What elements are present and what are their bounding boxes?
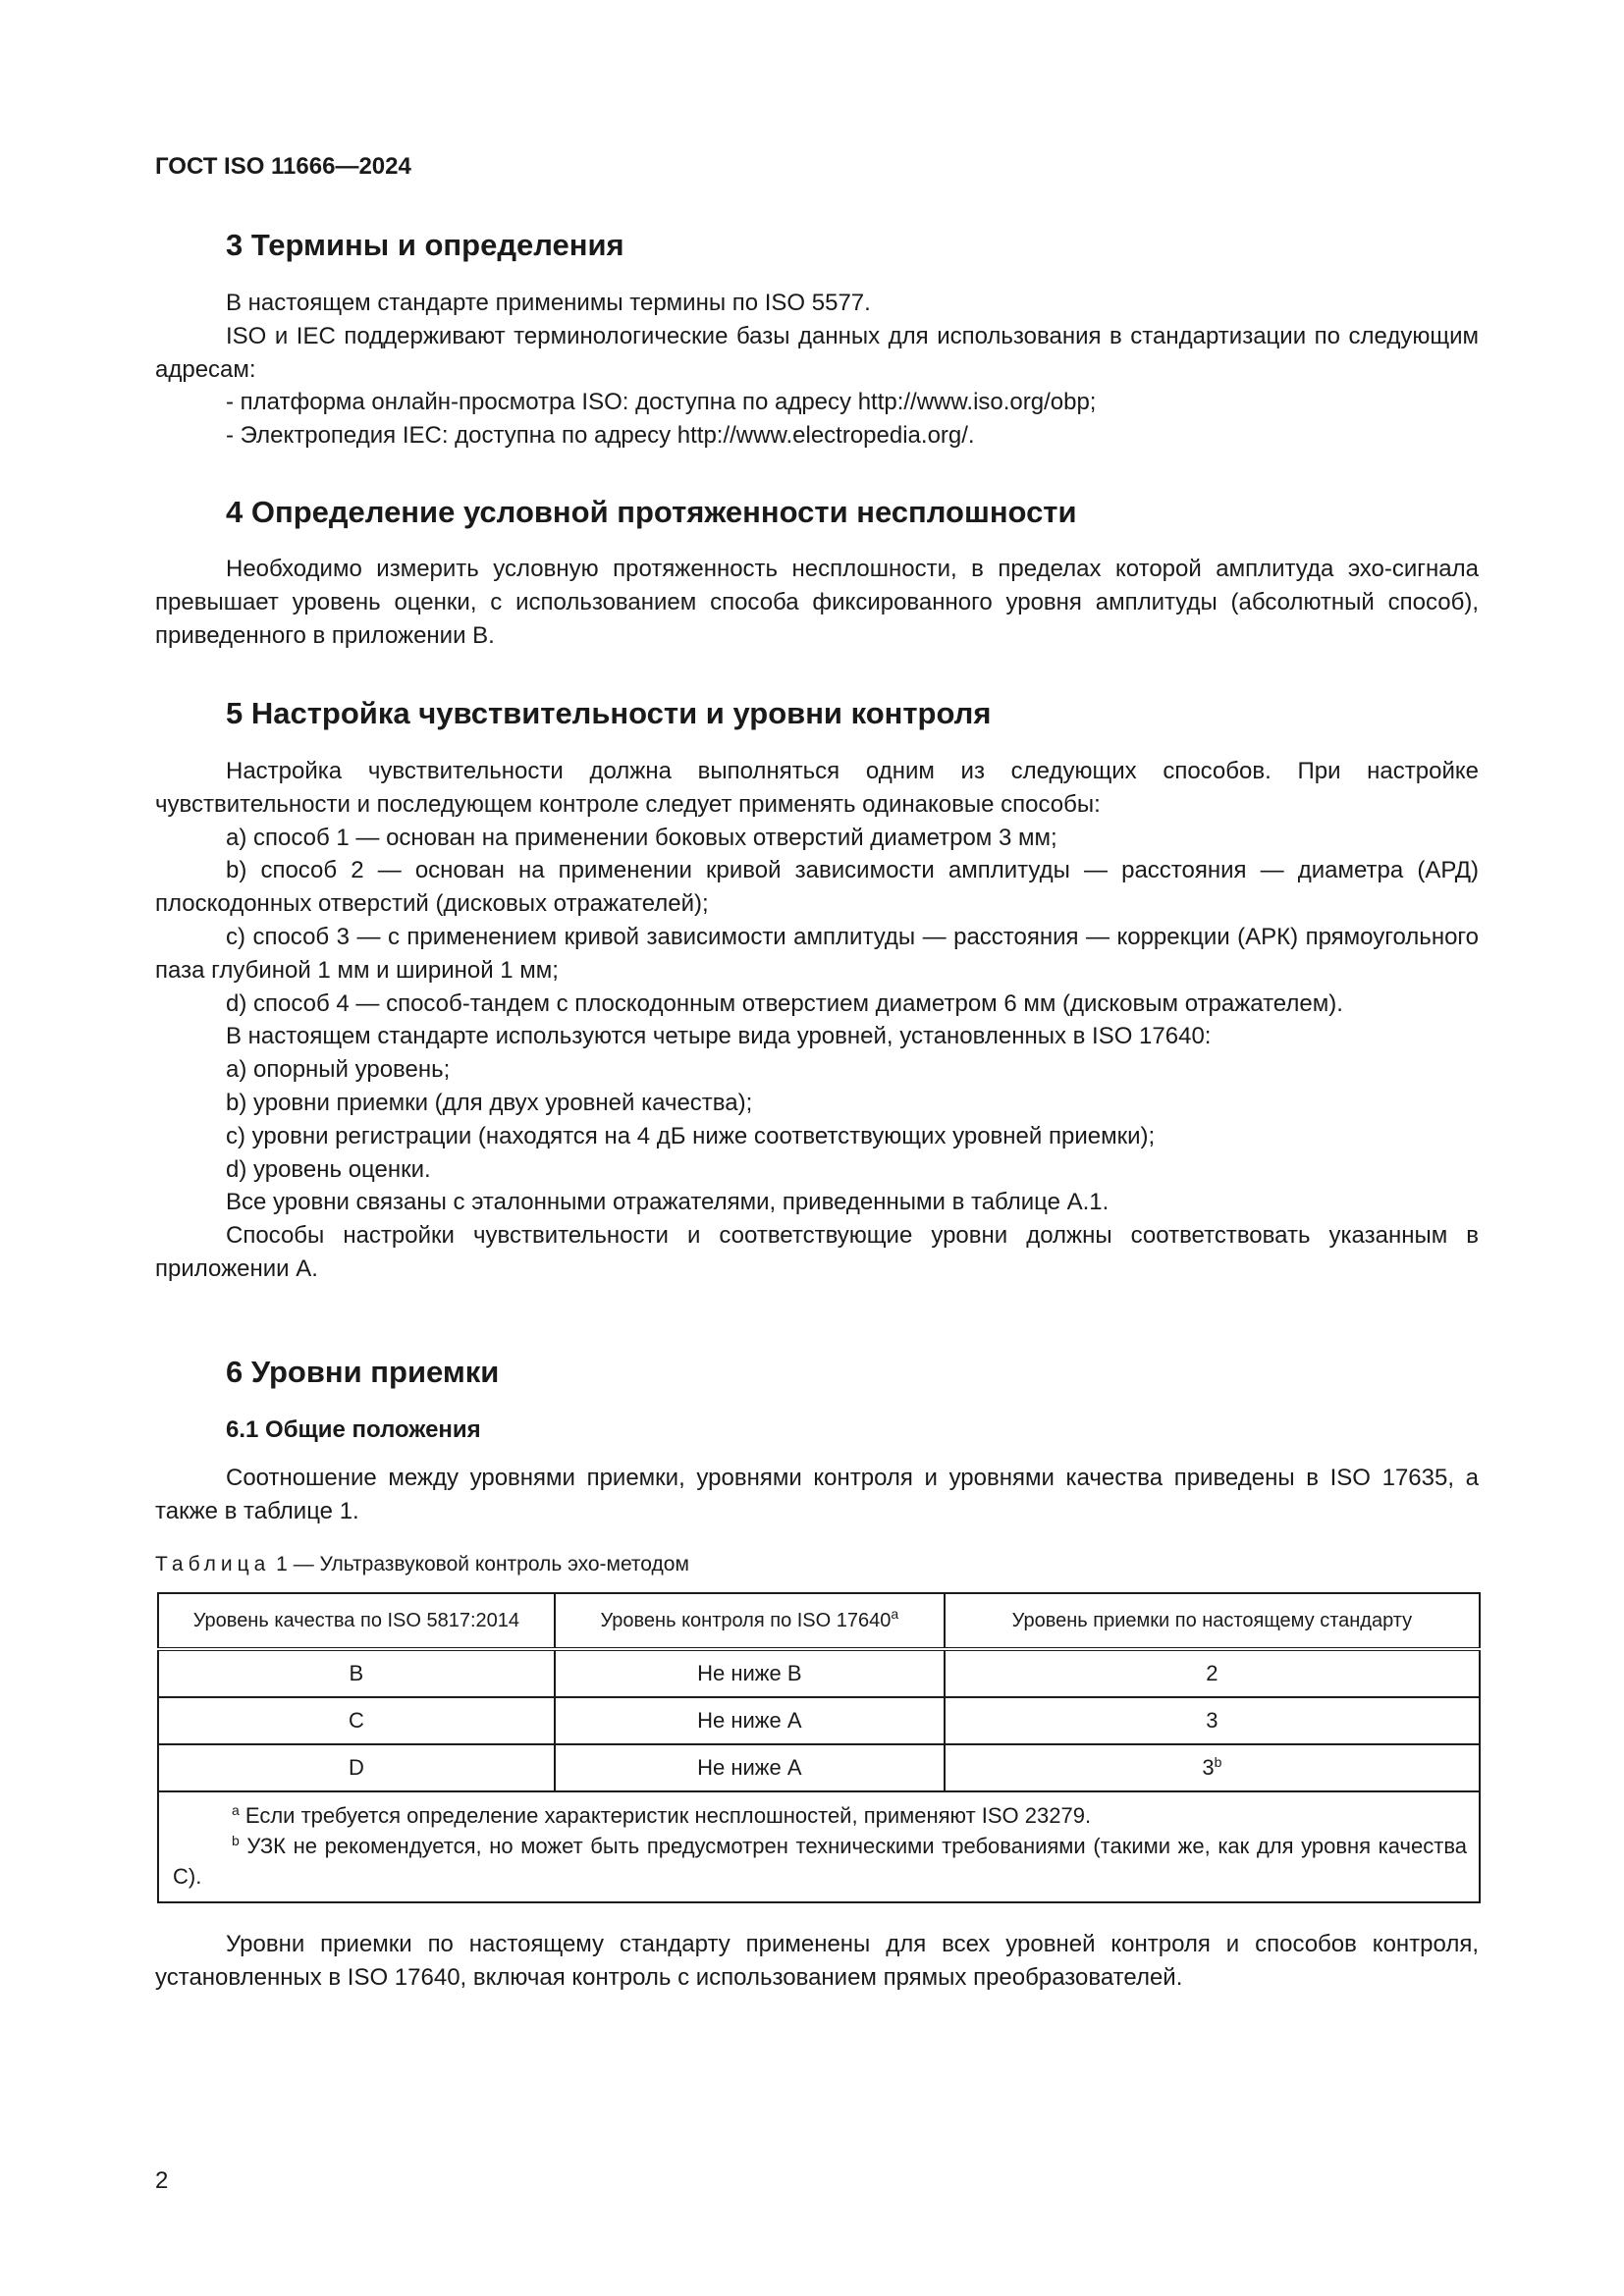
table-cell: Не ниже B [555, 1649, 945, 1697]
list-item: a) опорный уровень; [226, 1056, 451, 1084]
section-4-title: 4 Определение условной протяженности несплошности [226, 495, 1077, 529]
paragraph: В настоящем стандарте используются четыре вида уровней, установленных в ISO 17640: [226, 1023, 1212, 1050]
footnote-b [173, 1831, 1467, 1892]
table-cell: 2 [945, 1649, 1480, 1697]
caption-label: Таблица [155, 1553, 271, 1575]
footnote-text: Если требуется определение характеристик несплошностей, применяют ISO 23279. [239, 1803, 1092, 1828]
paragraph: Необходимо измерить условную протяженность несплошности, в пределах которой амплитуда эхо-сигнала превышает уровень оценки, с использованием способа фиксированного уровня амплитуды (абсолютный способ), приведенного в приложении В. [155, 556, 1479, 649]
document-header: ГОСТ ISO 11666—2024 [155, 153, 411, 180]
table-row [158, 1744, 1480, 1791]
acceptance-levels-table [157, 1592, 1481, 1903]
column-header: Уровень качества по ISO 5817:2014 [158, 1593, 555, 1649]
section-6-title: 6 Уровни приемки [226, 1355, 500, 1389]
section-6-closing [155, 1928, 1479, 1995]
footnote-mark: a [232, 1802, 240, 1818]
section-4-body [155, 553, 1479, 652]
table-cell: C [158, 1697, 555, 1744]
list-item: b) уровни приемки (для двух уровней качества); [226, 1089, 753, 1116]
page-number: 2 [155, 2167, 169, 2194]
paragraph: Соотношение между уровнями приемки, уровнями контроля и уровнями качества приведены в ISO 17635, а также в таблице 1. [155, 1465, 1479, 1524]
table-caption [155, 1553, 1479, 1576]
caption-text: 1 — Ультразвуковой контроль эхо-методом [270, 1553, 689, 1575]
cell-text: 3 [1202, 1755, 1215, 1780]
header-text: Уровень контроля по ISO 17640 [600, 1609, 892, 1631]
subsection-6-1-title: 6.1 Общие положения [226, 1416, 481, 1443]
column-header [555, 1593, 945, 1649]
footnotes-cell [158, 1791, 1480, 1902]
footnote-mark: a [891, 1605, 899, 1622]
footnote-mark: b [1214, 1754, 1222, 1770]
paragraph: Все уровни связаны с эталонными отражателями, приведенными в таблице А.1. [226, 1189, 1110, 1216]
table-cell: 3 [945, 1697, 1480, 1744]
paragraph: Уровни приемки по настоящему стандарту применены для всех уровней контроля и способов контроля, установленных в ISO 17640, включая контроль с использованием прямых преобразователей. [155, 1931, 1479, 1991]
list-item: d) уровень оценки. [226, 1155, 431, 1183]
list-item: d) способ 4 — способ-тандем с плоскодонным отверстием диаметром 6 мм (дисковым отражателем). [226, 989, 1343, 1017]
table-cell: Не ниже A [555, 1744, 945, 1791]
table-cell [945, 1744, 1480, 1791]
paragraph: ISO и IEC поддерживают терминологические базы данных для использования в стандартизации по следующим адресам: [155, 322, 1479, 383]
paragraph: Настройка чувствительности должна выполняться одним из следующих способов. При настройке чувствительности и последующем контроле следует применять одинаковые способы: [155, 758, 1479, 818]
list-item: a) способ 1 — основан на применении боковых отверстий диаметром 3 мм; [226, 824, 1057, 851]
section-5-body [155, 755, 1479, 1286]
list-item: c) способ 3 — с применением кривой зависимости амплитуды — расстояния — коррекции (АРК) прямоугольного паза глубиной 1 мм и шириной 1 мм; [155, 923, 1479, 984]
paragraph: В настоящем стандарте применимы термины по ISO 5577. [226, 290, 871, 316]
table-row [158, 1649, 1480, 1697]
column-header: Уровень приемки по настоящему стандарту [945, 1593, 1480, 1649]
table-cell: Не ниже A [555, 1697, 945, 1744]
list-item: - Электропедия IEC: доступна по адресу http://www.electropedia.org/. [226, 422, 975, 450]
section-5-title: 5 Настройка чувствительности и уровни контроля [226, 696, 992, 730]
list-item: - платформа онлайн-просмотра ISO: доступна по адресу http://www.iso.org/obp; [226, 389, 1097, 416]
table-header-row [158, 1593, 1480, 1649]
section-3-title: 3 Термины и определения [226, 228, 624, 262]
paragraph: Способы настройки чувствительности и соответствующие уровни должны соответствовать указанным в приложении А. [155, 1222, 1479, 1282]
section-6-body [155, 1462, 1479, 1528]
footnote-a [173, 1800, 1467, 1831]
table-cell: B [158, 1649, 555, 1697]
table-footnotes [158, 1791, 1480, 1902]
footnote-mark: b [232, 1833, 240, 1848]
footnote-text: УЗК не рекомендуется, но может быть предусмотрен техническими требованиями (такими же, как для уровня качества С). [173, 1834, 1467, 1889]
list-item: b) способ 2 — основан на применении кривой зависимости амплитуды — расстояния — диаметра (АРД) плоскодонных отверстий (дисковых отражателей); [155, 857, 1479, 918]
list-item: c) уровни регистрации (находятся на 4 дБ ниже соответствующих уровней приемки); [226, 1122, 1156, 1149]
section-3-body [155, 287, 1479, 453]
table-cell: D [158, 1744, 555, 1791]
table-row [158, 1697, 1480, 1744]
